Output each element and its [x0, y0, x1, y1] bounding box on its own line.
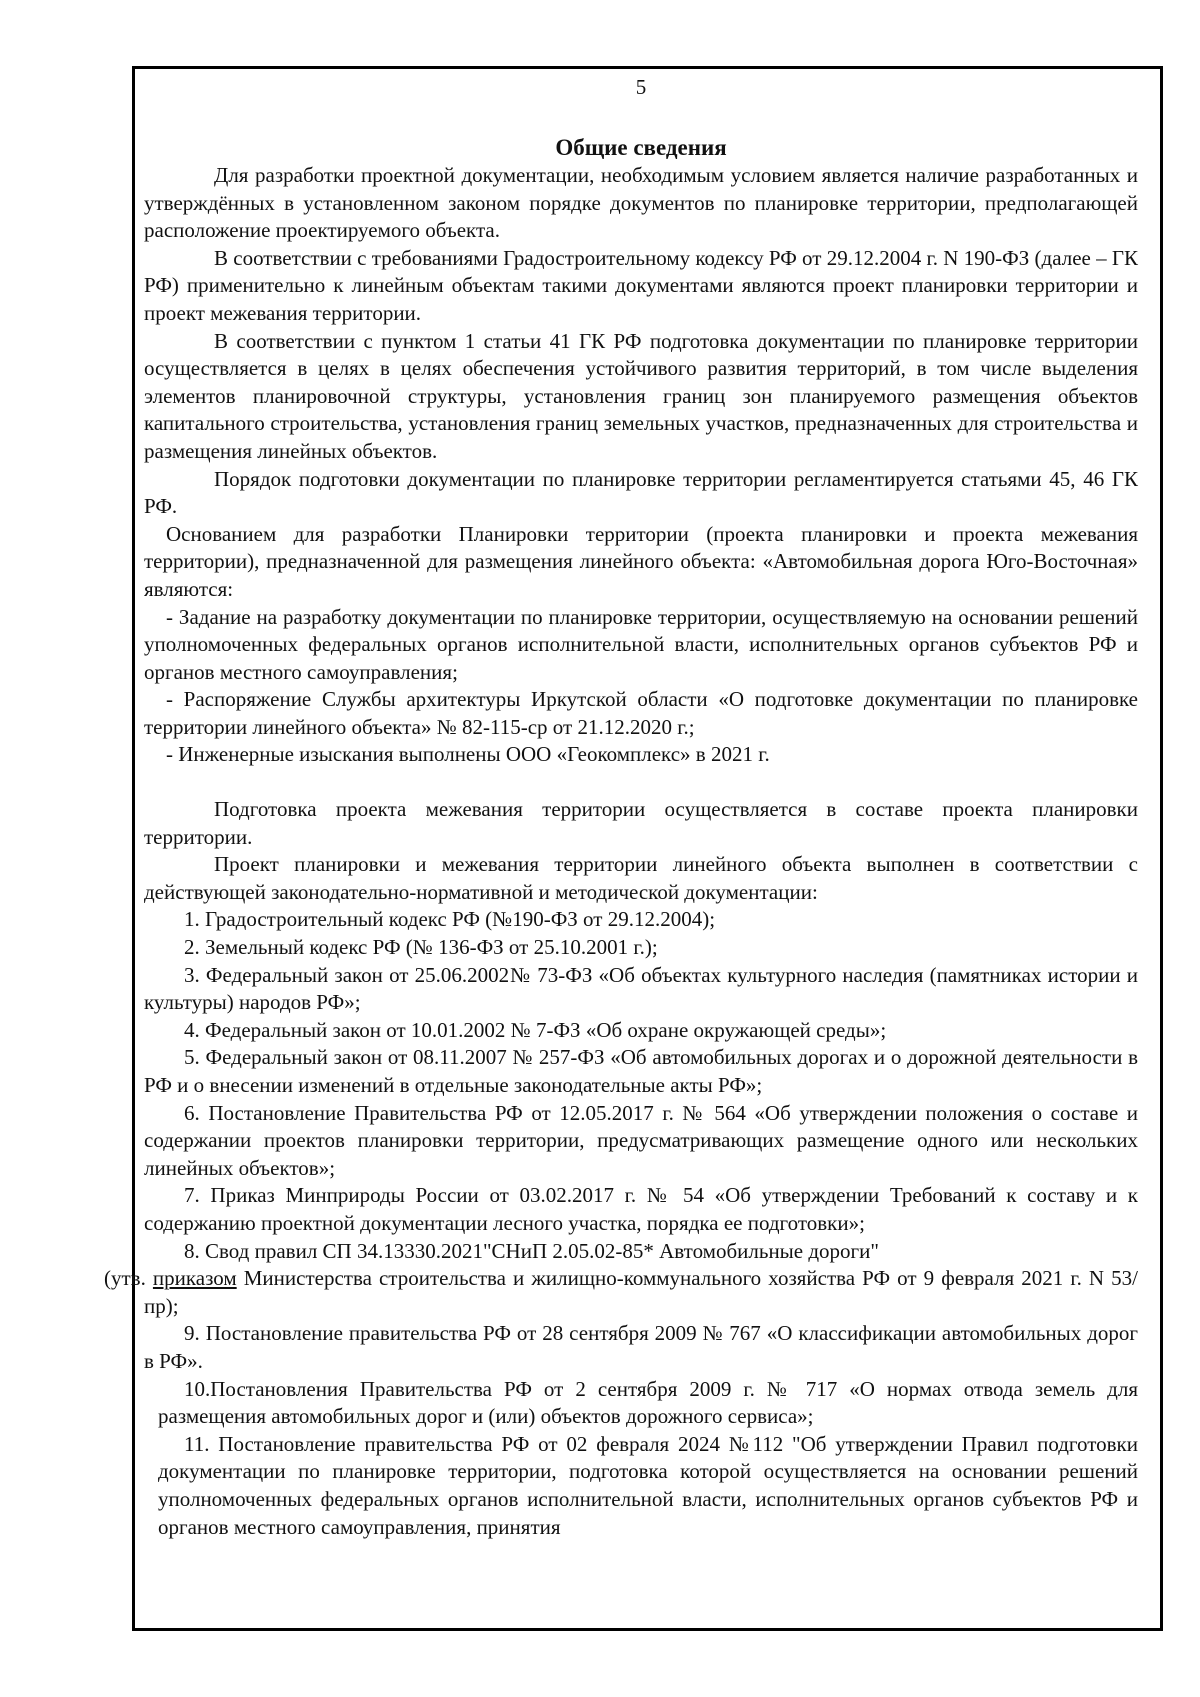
list-item: 4. Федеральный закон от 10.01.2002 № 7-ФЗ «Об охране окружающей среды»; — [184, 1017, 887, 1042]
order-link[interactable]: приказом — [152, 1266, 237, 1291]
grounds-item: - Задание на разработку документации по планировке территории, осуществляемую на основании решений уполномоченных федеральных органов исполнительной власти, исполнительных органов субъектов РФ и органов местного самоуправления; — [144, 604, 1138, 684]
page-number: 5 — [635, 75, 647, 99]
list-item: 2. Земельный кодекс РФ (№ 136-ФЗ от 25.10.2001 г.); — [184, 935, 658, 960]
paragraph: Порядок подготовки документации по планировке территории регламентируется статьями 45, 46 ГК РФ. — [144, 466, 1138, 519]
list-item: 1. Градостроительный кодекс РФ (№190-ФЗ от 29.12.2004); — [184, 907, 716, 932]
paragraph: В соответствии с требованиями Градостроительному кодексу РФ от 29.12.2004 г. N 190-ФЗ (далее – ГК РФ) применительно к линейным объектам такими документами являются проект планировки территории и проект межевания территории. — [144, 245, 1138, 325]
list-item: 5. Федеральный закон от 08.11.2007 № 257-ФЗ «Об автомобильных дорогах и о дорожной деятельности в РФ и о внесении изменений в отдельные законодательные акты РФ»; — [144, 1045, 1138, 1097]
list-item-8-prefix: (утв. — [104, 1266, 153, 1291]
list-item: 6. Постановление Правительства РФ от 12.05.2017 г. № 564 «Об утверждении положения о составе и содержании проектов планировки территории, предусматривающих размещение одного или нескольких линейных объектов»; — [144, 1100, 1138, 1180]
grounds-item: - Распоряжение Службы архитектуры Иркутской области «О подготовке документации по планировке территории линейного объекта» № 82-115-ср от 21.12.2020 г.; — [144, 687, 1138, 739]
spacer — [144, 769, 1138, 796]
list-item: 11. Постановление правительства РФ от 02 февраля 2024 №112 "Об утверждении Правил подготовки документации по планировке территории, подготовка которой осуществляется на основании решений уполномоченных федеральных органов исполнительной власти, исполнительных органов субъектов РФ и органов местного самоуправления, принятия — [158, 1431, 1138, 1539]
list-item: 9. Постановление правительства РФ от 28 сентября 2009 № 767 «О классификации автомобильных дорог в РФ». — [144, 1321, 1138, 1373]
paragraph: Проект планировки и межевания территории линейного объекта выполнен в соответствии с действующей законодательно-нормативной и методической документации: — [144, 852, 1138, 904]
grounds-item: - Инженерные изыскания выполнены ООО «Геокомплекс» в 2021 г. — [166, 742, 770, 767]
paragraph: Основанием для разработки Планировки территории (проекта планировки и проекта межевания территории), предназначенной для размещения линейного объекта: «Автомобильная дорога Юго-Восточная» являются: — [144, 521, 1138, 601]
list-item: 7. Приказ Минприроды России от 03.02.2017 г. № 54 «Об утверждении Требований к составу и к содержанию проектной документации лесного участка, порядка ее подготовки»; — [144, 1183, 1138, 1235]
list-item: 10.Постановления Правительства РФ от 2 сентября 2009 г. № 717 «О нормах отвода земель для размещения автомобильных дорог и (или) объектов дорожного сервиса»; — [158, 1376, 1138, 1429]
list-item-8 — [104, 1238, 1138, 1321]
list-item-8-line1: 8. Свод правил СП 34.13330.2021"СНиП 2.05.02-85* Автомобильные дороги" — [184, 1238, 879, 1263]
document-body — [104, 72, 1138, 1541]
paragraph: Подготовка проекта межевания территории осуществляется в составе проекта планировки территории. — [144, 797, 1138, 849]
list-item-8-rest: Министерства строительства и жилищно-коммунального хозяйства РФ от 9 февраля 2021 г. N 53/пр); — [144, 1266, 1138, 1318]
section-title: Общие сведения — [555, 135, 727, 160]
list-item: 3. Федеральный закон от 25.06.2002№ 73-ФЗ «Об объектах культурного наследия (памятниках истории и культуры) народов РФ»; — [144, 962, 1138, 1015]
paragraph: Для разработки проектной документации, необходимым условием является наличие разработанных и утверждённых в установленном законом порядке документов по планировке территории, предполагающей расположение проектируемого объекта. — [144, 163, 1138, 243]
paragraph: В соответствии с пунктом 1 статьи 41 ГК РФ подготовка документации по планировке территории осуществляется в целях в целях обеспечения устойчивого развития территорий, в том числе выделения элементов планировочной структуры, установления границ зон планируемого размещения объектов капитального строительства, установления границ земельных участков, предназначенных для строительства и размещения линейных объектов. — [144, 328, 1138, 463]
